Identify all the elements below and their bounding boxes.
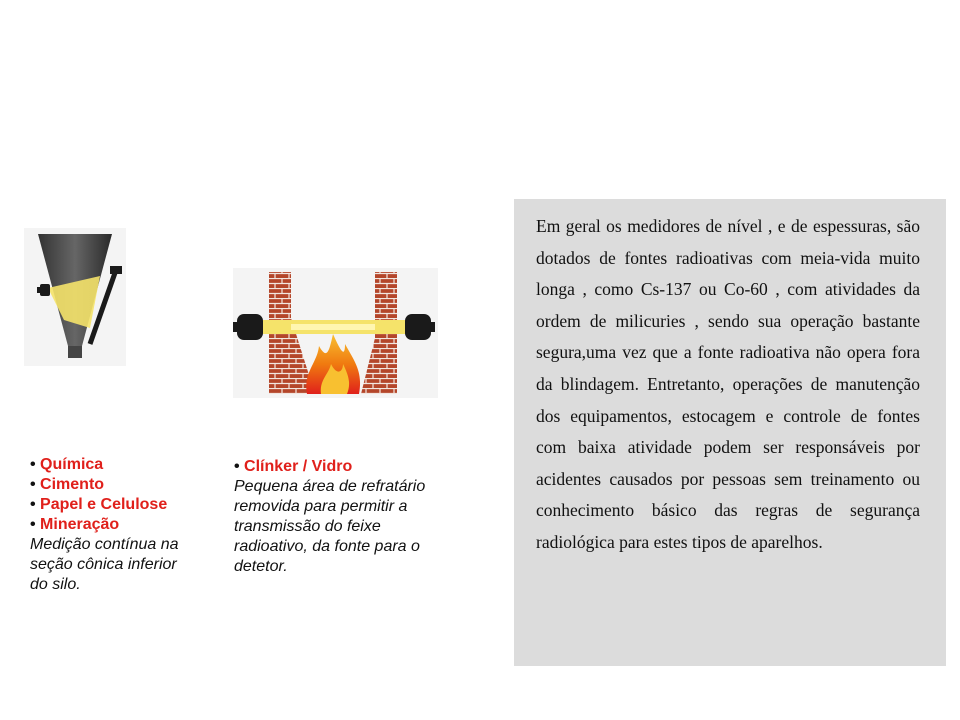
list-item: • Clínker / Vidro bbox=[234, 458, 353, 475]
kiln-caption bbox=[234, 457, 474, 577]
list-item: • Papel e Celulose bbox=[30, 496, 168, 513]
info-panel bbox=[514, 199, 946, 666]
industry-list bbox=[30, 455, 230, 535]
list-item: • Mineração bbox=[30, 516, 120, 533]
info-text: Em geral os medidores de nível , e de espessuras, são dotados de fontes radioativas com meia-vida muito longa , como Cs-137 ou Co-60 , com atividades da ordem de milicuries , sendo sua operação bastante segura,uma vez que a fonte radioativa não opera fora da blindagem. Entretanto, operações de manutenção dos equipamentos, estocagem e controle de fontes com baixa atividade podem ser responsáveis por acidentes causados por pessoas sem treinamento ou conhecimento básico das regras de segurança radiológica para estes tipos de aparelhos. bbox=[536, 216, 920, 552]
silo-caption bbox=[30, 455, 230, 595]
kiln-gauge-illustration bbox=[233, 268, 438, 398]
silo-description: Medição contínua na seção cônica inferior do silo. bbox=[30, 536, 179, 593]
list-item: • Cimento bbox=[30, 476, 105, 493]
industry-list bbox=[234, 457, 474, 477]
list-item: • Química bbox=[30, 456, 104, 473]
silo-gauge-illustration bbox=[24, 228, 126, 366]
kiln-description: Pequena área de refratário removida para permitir a transmissão do feixe radioativo, da fonte para o detetor. bbox=[234, 478, 426, 575]
